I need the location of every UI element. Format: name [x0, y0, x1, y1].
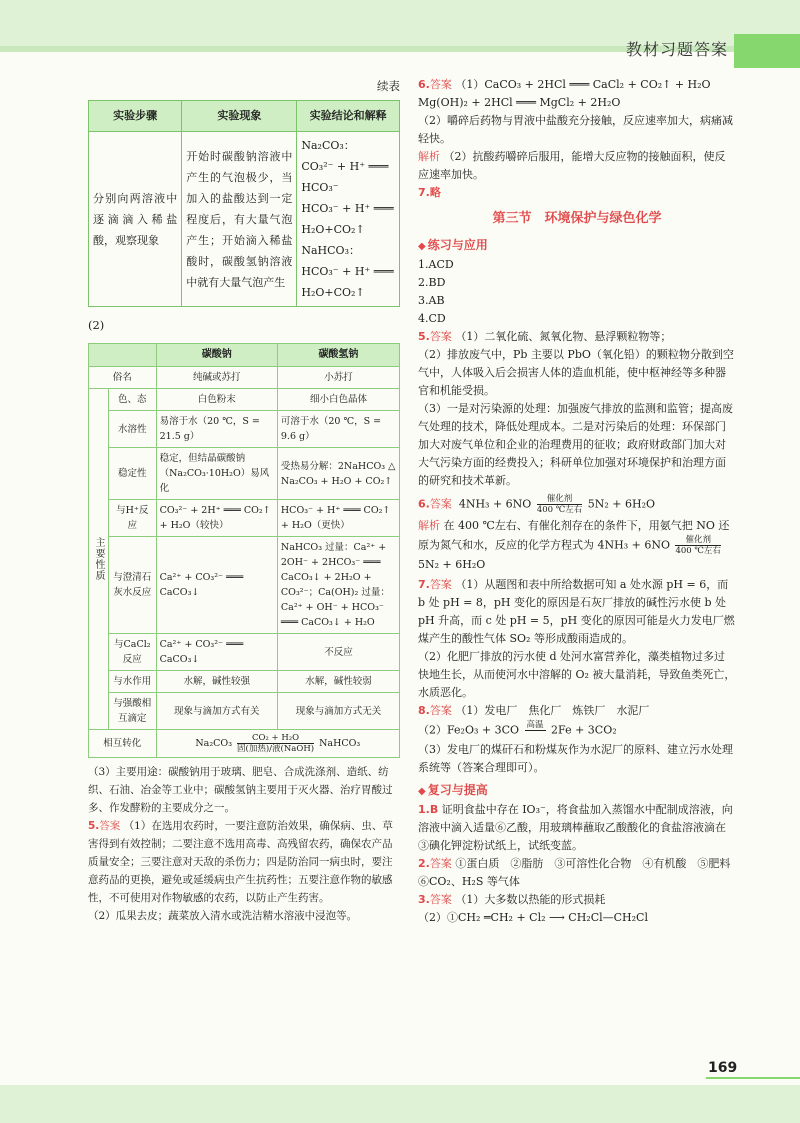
conclusion-line: Na₂CO₃： [301, 139, 355, 152]
comparison-table [88, 343, 400, 758]
answer-text: （2）①CH₂ ═CH₂ + Cl₂ ⟶ CH₂Cl—CH₂Cl [418, 911, 648, 924]
table-continued-caption: 续表 [377, 79, 400, 93]
equation-arrow [675, 535, 720, 556]
cell-na2co3: CO₃²⁻ + 2H⁺ ═══ CO₂↑ + H₂O（较快） [156, 500, 277, 537]
answer-label: 答案 [429, 857, 452, 870]
question-5-part2: （2）瓜果去皮；蔬菜放入清水或洗洁精水溶液中浸泡等。 [88, 910, 358, 922]
question-7-text: 7.略 [418, 186, 441, 199]
answer-label: 答案 [429, 330, 452, 343]
section-title: 第三节 环境保护与绿色化学 [492, 211, 662, 226]
equation-arrow [525, 720, 546, 741]
row-label: 稳定性 [109, 448, 157, 500]
answer-label: 答案 [99, 820, 121, 832]
row-label: 相互转化 [89, 730, 157, 758]
right-column [418, 76, 742, 927]
answer-text: ①蛋白质 ②脂肪 ③可溶性化合物 ④有机酸 ⑤肥料 ⑥CO₂、H₂S 等气体 [418, 857, 742, 888]
question-number: 7. [418, 578, 430, 591]
answer-text: （1）二氧化硫、氮氧化物、悬浮颗粒物等； [455, 330, 672, 343]
page-number: 169 [708, 1060, 738, 1076]
analysis-label: 解析 [418, 150, 440, 163]
main-props-label: 主要性质 [93, 537, 104, 581]
row-label: 与强酸相互滴定 [109, 693, 157, 730]
conversion-cell [156, 730, 399, 758]
answer-line: 1.ACD [418, 258, 454, 271]
table-header: 实验结论和解释 [297, 101, 400, 132]
cell-nahco3: 细小白色晶体 [277, 389, 399, 411]
table-cell-conclusion [297, 132, 400, 307]
conversion-bottom: 固(加热)/液(NaOH) [237, 744, 315, 754]
conclusion-line: HCO₃⁻ + H⁺ ═══ [301, 202, 394, 215]
diamond-icon: ◆ [418, 241, 426, 252]
answer-text: （1）大多数以热能的形式损耗 [455, 893, 606, 906]
answer-text: （1）在选用农药时，一要注意防治效果，确保病、虫、草害得到有效控制；二要注意不选用高毒、高残留农药，确保农产品质量安全；三要注意对天敌的杀伤力；四是防治同一病虫时，要注意药品的更换，避免或延缓病虫产生抗药性；五要注意作物的敏感性，不可使用对作物敏感的农药，以防止产生药害。 [88, 820, 393, 904]
practice-q7 [418, 576, 736, 648]
equation-condition-top: 催化剂 [675, 535, 720, 546]
cell-nahco3: 不反应 [277, 634, 399, 671]
cell-na2co3: 现象与滴加方式有关 [156, 693, 277, 730]
question-number: 8. [418, 704, 430, 717]
row-label: 俗名 [89, 367, 157, 389]
conversion-right: NaHCO₃ [319, 738, 361, 749]
analysis-label: 解析 [418, 519, 440, 532]
equation-right: 5N₂ + 6H₂O [418, 558, 486, 571]
cell-na2co3: Ca²⁺ + CO₃²⁻ ═══ CaCO₃↓ [156, 537, 277, 634]
analysis-text: （2）抗酸药嚼碎后服用，能增大反应物的接触面积，使反应速率加快。 [418, 150, 726, 181]
question-number: 2. [418, 857, 430, 870]
review-heading-text: 复习与提高 [427, 783, 488, 797]
equation-left: （2）Fe₂O₃ + 3CO [418, 723, 520, 737]
row-label: 与CaCl₂反应 [109, 634, 157, 671]
page-header-title: 教材习题答案 [626, 40, 729, 59]
equation-right: 2Fe + 3CO₂ [551, 723, 617, 737]
practice-q6-analysis [418, 517, 736, 574]
equation-condition-top: 高温 [526, 720, 544, 730]
answer-text: （3）发电厂的煤矸石和粉煤灰作为水泥厂的原料、建立污水处理系统等（答案合理即可）。 [418, 743, 733, 774]
answer-text: （2）化肥厂排放的污水使 d 处河水富营养化，藻类植物过多过快地生长，从而使河水中溶解的 O₂ 被大量消耗，导致鱼类死亡，水质恶化。 [418, 650, 736, 699]
question-5-answer [88, 817, 400, 907]
conclusion-line: NaHCO₃： [301, 244, 360, 257]
row-label: 与澄清石灰水反应 [109, 537, 157, 634]
cell-na2co3: 白色粉末 [156, 389, 277, 411]
review-q3 [418, 891, 736, 909]
experiment-table [88, 100, 400, 307]
table-cell-phenomenon: 开始时碳酸钠溶液中产生的气泡极少，当加入的盐酸达到一定程度后，有大量气泡产生；开始滴入稀盐酸时，碳酸氢钠溶液中就有大量气泡产生 [182, 132, 297, 307]
part2-label: (2) [88, 318, 105, 332]
answer-label: 答案 [429, 578, 452, 591]
equation-arrow [537, 494, 582, 515]
table-header [89, 344, 157, 367]
answer-line: 2.BD [418, 276, 446, 289]
answer-text: （2）排放废气中，Pb 主要以 PbO（氧化铅）的颗粒物分散到空气中，人体吸入后会损害人体的造血机能，使中枢神经等多种器官和机能受损。 [418, 348, 734, 397]
table-header: 实验现象 [182, 101, 297, 132]
cell-na2co3: 易溶于水（20 ℃，S = 21.5 g） [156, 411, 277, 448]
row-label: 色、态 [109, 389, 157, 411]
practice-q5 [418, 328, 736, 346]
question-number: 1.B [418, 803, 439, 816]
conversion-top: CO₂ + H₂O [237, 733, 314, 744]
answer-label: 答案 [429, 78, 452, 91]
answer-text: （2）嚼碎后药物与胃液中盐酸充分接触，反应速率加大，病痛减轻快。 [418, 114, 733, 145]
table-header: 碳酸钠 [156, 344, 277, 367]
equation-condition-bottom: 400 ℃左右 [675, 546, 721, 556]
question-7 [418, 184, 736, 202]
question-number: 3. [418, 893, 430, 906]
equation-left: 4NH₃ + 6NO [458, 497, 532, 511]
cell-nahco3: 现象与滴加方式无关 [277, 693, 399, 730]
answer-text: （1）CaCO₃ + 2HCl ═══ CaCl₂ + CO₂↑ + H₂O Mg(OH)₂ + 2HCl ═══ MgCl₂ + 2H₂O [418, 78, 722, 109]
answer-text: （3）一是对污染源的处理：加强废气排放的监测和监管；提高废气处理的技术，降低处理成本。二是对污染后的处理：环保部门加大对废气单位和企业的治理费用的征收；政府财政部门加大对大气污染方面的经费投入；科研单位加强对环境保护和治理方面的研究和技术革新。 [418, 402, 733, 487]
answer-line: 3.AB [418, 294, 445, 307]
conclusion-line: HCO₃⁻ [301, 181, 339, 194]
review-q1 [418, 801, 736, 855]
cell-na2co3: 水解，碱性较强 [156, 671, 277, 693]
review-q2 [418, 855, 742, 891]
equation-condition-bottom: 400 ℃左右 [536, 505, 583, 515]
left-column [88, 76, 400, 925]
equation-condition-top: 催化剂 [537, 494, 582, 505]
question-number: 5. [88, 820, 100, 832]
header-tab [734, 34, 800, 68]
answer-text: 证明食盐中存在 IO₃⁻，将食盐加入蒸馏水中配制成溶液，向溶液中滴入适量⑥乙酸，用玻璃棒蘸取乙酸酸化的食盐溶液滴在③碘化钾淀粉试纸上，试纸变蓝。 [418, 803, 733, 852]
conversion-arrow [237, 733, 314, 754]
equation-right: 5N₂ + 6H₂O [587, 497, 656, 511]
question-6-answer [418, 76, 736, 112]
cell-na2co3: Ca²⁺ + CO₃²⁻ ═══ CaCO₃↓ [156, 634, 277, 671]
practice-heading [418, 236, 736, 256]
conclusion-line: H₂O+CO₂↑ [301, 223, 365, 236]
main-props-cell [89, 389, 109, 730]
table-header: 碳酸氢钠 [277, 344, 399, 367]
question-6-analysis [418, 148, 736, 184]
conclusion-line: HCO₃⁻ + H⁺ ═══ [301, 265, 394, 278]
cell-na2co3: 稳定，但结晶碳酸钠（Na₂CO₃·10H₂O）易风化 [156, 448, 277, 500]
row-label: 水溶性 [109, 411, 157, 448]
diamond-icon: ◆ [418, 786, 426, 797]
conclusion-line: H₂O+CO₂↑ [301, 286, 365, 299]
cell-nahco3: 可溶于水（20 ℃，S = 9.6 g） [277, 411, 399, 448]
cell-nahco3: 小苏打 [277, 367, 399, 389]
answer-text: （1）发电厂 焦化厂 炼铁厂 水泥厂 [455, 704, 650, 717]
q8-equation [418, 720, 736, 741]
page-number-underline [706, 1077, 800, 1079]
row-label: 与H⁺反应 [109, 500, 157, 537]
question-number: 5. [418, 330, 430, 343]
table-cell-step: 分别向两溶液中逐滴滴入稀盐酸，观察现象 [89, 132, 182, 307]
question-number: 6. [418, 78, 430, 91]
practice-q8 [418, 702, 736, 720]
row-label: 与水作用 [109, 671, 157, 693]
answer-label: 答案 [429, 893, 452, 906]
cell-nahco3: NaHCO₃ 过量：Ca²⁺ + 2OH⁻ + 2HCO₃⁻ ═══ CaCO₃↓ + 2H₂O + CO₃²⁻；Ca(OH)₂ 过量：Ca²⁺ + OH⁻ + HCO₃⁻ ═══ CaCO₃↓ + H₂O [277, 537, 399, 634]
cell-nahco3: HCO₃⁻ + H⁺ ═══ CO₂↑ + H₂O（更快） [277, 500, 399, 537]
answer-line: 4.CD [418, 312, 446, 325]
answer-label: 答案 [429, 704, 452, 717]
practice-q6 [418, 494, 736, 515]
practice-heading-text: 练习与应用 [427, 238, 488, 252]
answer-text: （1）从题图和表中所给数据可知 a 处水源 pH = 6，而 b 处 pH = 8，pH 变化的原因是石灰厂排放的碱性污水使 b 处 pH 升高，而 c 处 pH = 5，pH 变化的原因可能是火力发电厂燃煤产生的酸性气体 SO₂ 等形成酸雨造成的。 [418, 578, 735, 645]
answer-label: 答案 [429, 497, 452, 511]
cell-na2co3: 纯碱或苏打 [156, 367, 277, 389]
question-number: 6. [418, 497, 430, 511]
conversion-left: Na₂CO₃ [195, 738, 233, 749]
table-header: 实验步骤 [89, 101, 182, 132]
conclusion-line: CO₃²⁻ + H⁺ ═══ [301, 160, 389, 173]
review-heading [418, 781, 736, 801]
cell-nahco3: 受热易分解：2NaHCO₃ △ Na₂CO₃ + H₂O + CO₂↑ [277, 448, 399, 500]
analysis-text: 在 400 ℃左右、有催化剂存在的条件下，用氨气把 NO 还原为氮气和水，反应的化学方程式为 4NH₃ + 6NO [418, 519, 730, 552]
cell-nahco3: 水解，碱性较弱 [277, 671, 399, 693]
uses-paragraph: （3）主要用途：碳酸钠用于玻璃、肥皂、合成洗涤剂、造纸、纺织、石油、冶金等工业中；碳酸氢钠主要用于灭火器、治疗胃酸过多、作发酵粉的主要成分之一。 [88, 766, 393, 814]
footer-band [0, 1085, 800, 1123]
